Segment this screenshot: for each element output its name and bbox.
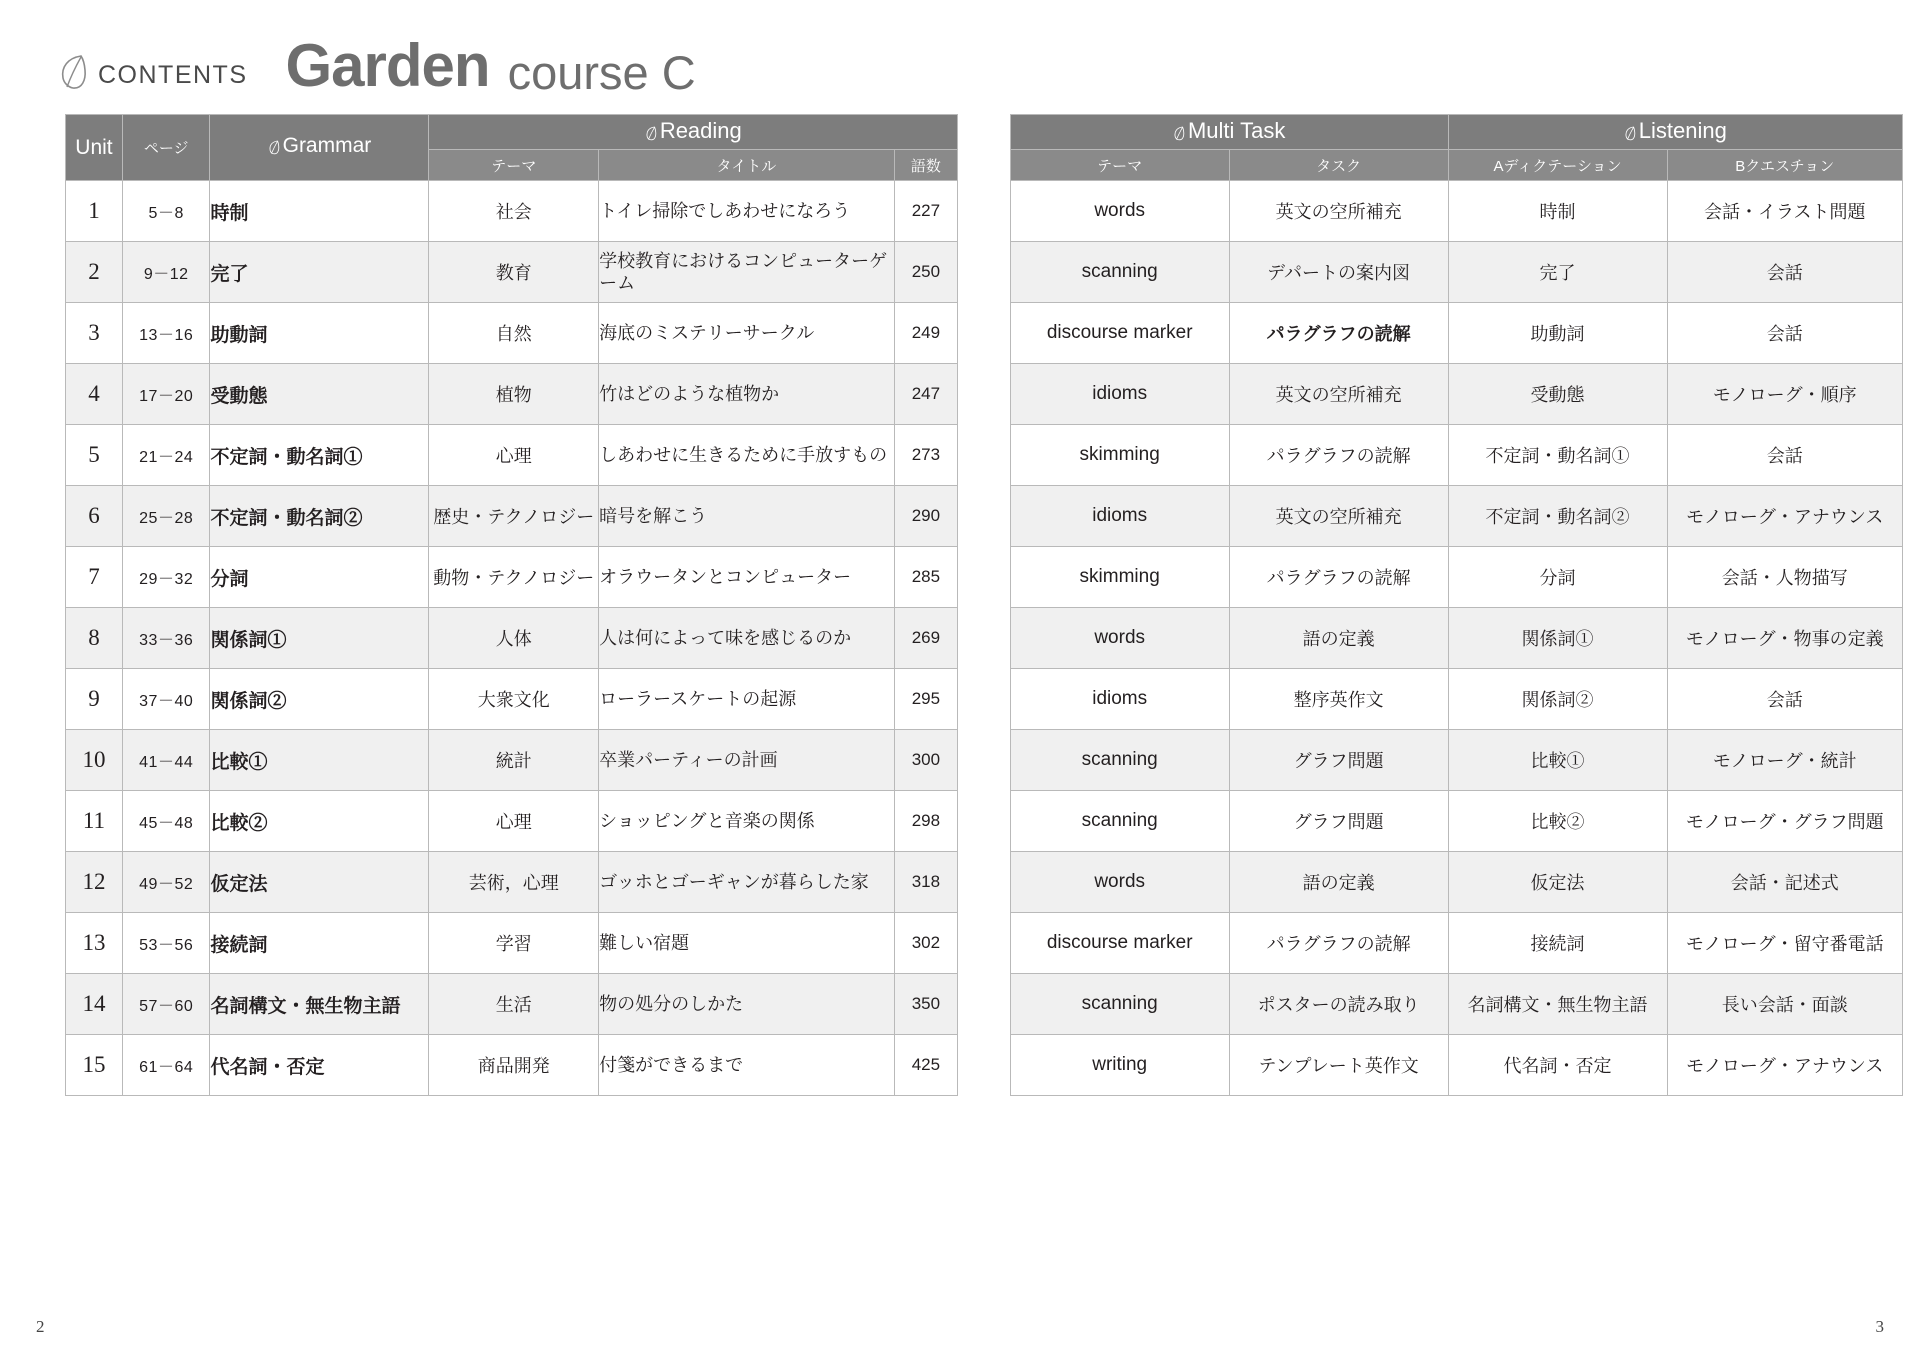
cell-spacer [958, 913, 1011, 974]
table-row [66, 791, 1903, 852]
cell-reading-title: 付箋ができるまで [599, 1035, 895, 1096]
cell-unit: 6 [66, 486, 123, 547]
cell-page: 25－28 [122, 486, 210, 547]
cell-page: 37－40 [122, 669, 210, 730]
cell-spacer [958, 181, 1011, 242]
cell-listening-a: 比較① [1448, 730, 1667, 791]
cell-listening-a: 助動詞 [1448, 303, 1667, 364]
cell-mt-theme: skimming [1010, 547, 1229, 608]
cell-reading-theme: 動物・テクノロジー [429, 547, 599, 608]
cell-page: 53－56 [122, 913, 210, 974]
leaf-icon [268, 137, 280, 161]
cell-unit: 2 [66, 242, 123, 303]
cell-page: 9－12 [122, 242, 210, 303]
col-header-reading-title: タイトル [599, 150, 895, 181]
col-group-multi-task-label: Multi Task [1187, 117, 1286, 143]
cell-listening-b: 会話 [1667, 242, 1902, 303]
cell-grammar: 受動態 [210, 364, 429, 425]
cell-listening-b: モノローグ・アナウンス [1667, 486, 1902, 547]
cell-reading-theme: 芸術，心理 [429, 852, 599, 913]
cell-listening-a: 比較② [1448, 791, 1667, 852]
table-head [66, 115, 1903, 181]
cell-mt-theme: scanning [1010, 730, 1229, 791]
cell-mt-theme: skimming [1010, 425, 1229, 486]
cell-reading-theme: 生活 [429, 974, 599, 1035]
cell-reading-title: オラウータンとコンピューター [599, 547, 895, 608]
cell-grammar: 接続詞 [210, 913, 429, 974]
cell-grammar: 代名詞・否定 [210, 1035, 429, 1096]
cell-mt-theme: words [1010, 608, 1229, 669]
table-row [66, 181, 1903, 242]
cell-reading-theme: 心理 [429, 425, 599, 486]
cell-listening-b: 会話・人物描写 [1667, 547, 1902, 608]
cell-mt-theme: idioms [1010, 669, 1229, 730]
cell-reading-words: 250 [894, 242, 958, 303]
table-row [66, 669, 1903, 730]
cell-page: 29－32 [122, 547, 210, 608]
cell-grammar: 不定詞・動名詞① [210, 425, 429, 486]
leaf-icon [58, 52, 88, 92]
col-header-grammar-label: Grammar [282, 134, 372, 157]
cell-page: 13－16 [122, 303, 210, 364]
col-group-listening [1448, 115, 1902, 150]
cell-reading-title: ショッピングと音楽の関係 [599, 791, 895, 852]
cell-listening-a: 時制 [1448, 181, 1667, 242]
cell-mt-theme: discourse marker [1010, 303, 1229, 364]
cell-reading-theme: 商品開発 [429, 1035, 599, 1096]
cell-mt-task: 英文の空所補充 [1229, 364, 1448, 425]
cell-unit: 3 [66, 303, 123, 364]
cell-listening-a: 分詞 [1448, 547, 1667, 608]
cell-reading-words: 273 [894, 425, 958, 486]
col-header-reading-words: 語数 [894, 150, 958, 181]
table-row [66, 1035, 1903, 1096]
cell-reading-theme: 教育 [429, 242, 599, 303]
col-header-listening-a: Aディクテーション [1448, 150, 1667, 181]
cell-reading-words: 249 [894, 303, 958, 364]
cell-spacer [958, 486, 1011, 547]
cell-spacer [958, 425, 1011, 486]
cell-grammar: 不定詞・動名詞② [210, 486, 429, 547]
cell-reading-theme: 歴史・テクノロジー [429, 486, 599, 547]
table-row [66, 852, 1903, 913]
cell-grammar: 関係詞② [210, 669, 429, 730]
cell-unit: 9 [66, 669, 123, 730]
col-header-unit: Unit [66, 115, 123, 181]
cell-mt-task: パラグラフの読解 [1229, 303, 1448, 364]
table-body [66, 181, 1903, 1096]
cell-reading-title: ローラースケートの起源 [599, 669, 895, 730]
cell-mt-task: 英文の空所補充 [1229, 181, 1448, 242]
cell-reading-theme: 学習 [429, 913, 599, 974]
cell-mt-task: 英文の空所補充 [1229, 486, 1448, 547]
cell-listening-a: 仮定法 [1448, 852, 1667, 913]
cell-listening-a: 受動態 [1448, 364, 1667, 425]
cell-mt-theme: discourse marker [1010, 913, 1229, 974]
table-row [66, 913, 1903, 974]
cell-reading-words: 300 [894, 730, 958, 791]
cell-spacer [958, 242, 1011, 303]
cell-mt-task: ポスターの読み取り [1229, 974, 1448, 1035]
cell-grammar: 仮定法 [210, 852, 429, 913]
cell-unit: 5 [66, 425, 123, 486]
cell-listening-a: 接続詞 [1448, 913, 1667, 974]
table-row [66, 242, 1903, 303]
col-group-multi-task [1010, 115, 1448, 150]
cell-listening-b: モノローグ・統計 [1667, 730, 1902, 791]
cell-listening-b: 会話 [1667, 669, 1902, 730]
cell-unit: 1 [66, 181, 123, 242]
page-subtitle: course C [507, 46, 696, 99]
cell-unit: 7 [66, 547, 123, 608]
table-row [66, 608, 1903, 669]
cell-spacer [958, 303, 1011, 364]
cell-grammar: 比較② [210, 791, 429, 852]
table-row [66, 974, 1903, 1035]
table-row [66, 730, 1903, 791]
cell-mt-task: グラフ問題 [1229, 730, 1448, 791]
cell-listening-b: モノローグ・物事の定義 [1667, 608, 1902, 669]
leaf-icon [645, 121, 657, 147]
cell-grammar: 関係詞① [210, 608, 429, 669]
cell-reading-theme: 自然 [429, 303, 599, 364]
folio-right: 3 [1875, 1317, 1884, 1336]
col-group-listening-label: Listening [1638, 117, 1727, 143]
cell-reading-words: 425 [894, 1035, 958, 1096]
folio-left: 2 [36, 1317, 45, 1336]
cell-page: 21－24 [122, 425, 210, 486]
cell-listening-b: モノローグ・留守番電話 [1667, 913, 1902, 974]
cell-reading-words: 302 [894, 913, 958, 974]
cell-reading-title: 人は何によって味を感じるのか [599, 608, 895, 669]
cell-spacer [958, 1035, 1011, 1096]
cell-spacer [958, 608, 1011, 669]
cell-reading-title: ゴッホとゴーギャンが暮らした家 [599, 852, 895, 913]
table-row [66, 425, 1903, 486]
cell-reading-theme: 人体 [429, 608, 599, 669]
cell-grammar: 比較① [210, 730, 429, 791]
cell-reading-theme: 統計 [429, 730, 599, 791]
cell-reading-words: 247 [894, 364, 958, 425]
cell-reading-words: 295 [894, 669, 958, 730]
cell-listening-a: 関係詞① [1448, 608, 1667, 669]
cell-listening-b: 会話・記述式 [1667, 852, 1902, 913]
cell-reading-words: 285 [894, 547, 958, 608]
cell-reading-theme: 植物 [429, 364, 599, 425]
cell-reading-title: 学校教育におけるコンピューターゲーム [599, 242, 895, 303]
column-spacer [958, 115, 1011, 181]
contents-table [65, 114, 1903, 1096]
cell-reading-theme: 大衆文化 [429, 669, 599, 730]
cell-reading-words: 290 [894, 486, 958, 547]
page-title: Garden [285, 32, 490, 99]
table-row [66, 303, 1903, 364]
cell-unit: 14 [66, 974, 123, 1035]
cell-page: 45－48 [122, 791, 210, 852]
cell-listening-a: 代名詞・否定 [1448, 1035, 1667, 1096]
cell-reading-title: トイレ掃除でしあわせになろう [599, 181, 895, 242]
cell-unit: 8 [66, 608, 123, 669]
table-row [66, 364, 1903, 425]
cell-mt-theme: writing [1010, 1035, 1229, 1096]
cell-reading-words: 350 [894, 974, 958, 1035]
contents-label: CONTENTS [98, 61, 248, 89]
cell-grammar: 助動詞 [210, 303, 429, 364]
cell-reading-words: 298 [894, 791, 958, 852]
cell-reading-title: 物の処分のしかた [599, 974, 895, 1035]
cell-listening-a: 完了 [1448, 242, 1667, 303]
cell-mt-task: テンプレート英作文 [1229, 1035, 1448, 1096]
cell-unit: 12 [66, 852, 123, 913]
col-group-reading [429, 115, 958, 150]
col-header-mt-theme: テーマ [1010, 150, 1229, 181]
cell-spacer [958, 669, 1011, 730]
cell-listening-b: 会話 [1667, 425, 1902, 486]
cell-page: 61－64 [122, 1035, 210, 1096]
table-row [66, 486, 1903, 547]
cell-unit: 10 [66, 730, 123, 791]
cell-mt-theme: idioms [1010, 364, 1229, 425]
col-header-mt-task: タスク [1229, 150, 1448, 181]
cell-mt-theme: words [1010, 181, 1229, 242]
cell-listening-b: 会話・イラスト問題 [1667, 181, 1902, 242]
cell-reading-words: 227 [894, 181, 958, 242]
cell-page: 41－44 [122, 730, 210, 791]
cell-reading-title: 暗号を解こう [599, 486, 895, 547]
cell-mt-theme: words [1010, 852, 1229, 913]
cell-mt-task: グラフ問題 [1229, 791, 1448, 852]
cell-reading-title: 卒業パーティーの計画 [599, 730, 895, 791]
cell-mt-task: パラグラフの読解 [1229, 913, 1448, 974]
cell-page: 57－60 [122, 974, 210, 1035]
cell-unit: 4 [66, 364, 123, 425]
cell-mt-task: 語の定義 [1229, 608, 1448, 669]
cell-listening-b: モノローグ・順序 [1667, 364, 1902, 425]
cell-spacer [958, 852, 1011, 913]
cell-mt-task: 語の定義 [1229, 852, 1448, 913]
cell-mt-theme: idioms [1010, 486, 1229, 547]
cell-grammar: 時制 [210, 181, 429, 242]
cell-page: 49－52 [122, 852, 210, 913]
cell-page: 17－20 [122, 364, 210, 425]
table-row [66, 547, 1903, 608]
col-header-listening-b: Bクエスチョン [1667, 150, 1902, 181]
cell-page: 5－8 [122, 181, 210, 242]
cell-spacer [958, 364, 1011, 425]
col-group-reading-label: Reading [659, 117, 742, 143]
cell-mt-task: パラグラフの読解 [1229, 547, 1448, 608]
cell-reading-words: 269 [894, 608, 958, 669]
cell-spacer [958, 547, 1011, 608]
cell-mt-task: パラグラフの読解 [1229, 425, 1448, 486]
cell-mt-task: デパートの案内図 [1229, 242, 1448, 303]
leaf-icon [1173, 121, 1185, 147]
cell-spacer [958, 791, 1011, 852]
cell-mt-theme: scanning [1010, 791, 1229, 852]
cell-reading-theme: 心理 [429, 791, 599, 852]
col-header-page: ページ [122, 115, 210, 181]
page-header [40, 22, 1880, 99]
cell-reading-words: 318 [894, 852, 958, 913]
cell-mt-theme: scanning [1010, 974, 1229, 1035]
cell-grammar: 名詞構文・無生物主語 [210, 974, 429, 1035]
cell-mt-theme: scanning [1010, 242, 1229, 303]
cell-listening-b: 長い会話・面談 [1667, 974, 1902, 1035]
leaf-icon [1624, 121, 1636, 147]
cell-grammar: 分詞 [210, 547, 429, 608]
cell-listening-a: 関係詞② [1448, 669, 1667, 730]
cell-listening-b: モノローグ・グラフ問題 [1667, 791, 1902, 852]
col-header-grammar [210, 115, 429, 181]
cell-reading-theme: 社会 [429, 181, 599, 242]
cell-listening-a: 名詞構文・無生物主語 [1448, 974, 1667, 1035]
cell-reading-title: 難しい宿題 [599, 913, 895, 974]
cell-listening-a: 不定詞・動名詞② [1448, 486, 1667, 547]
cell-unit: 13 [66, 913, 123, 974]
cell-mt-task: 整序英作文 [1229, 669, 1448, 730]
cell-listening-a: 不定詞・動名詞① [1448, 425, 1667, 486]
cell-reading-title: 海底のミステリーサークル [599, 303, 895, 364]
cell-reading-title: しあわせに生きるために手放すもの [599, 425, 895, 486]
cell-page: 33－36 [122, 608, 210, 669]
cell-unit: 11 [66, 791, 123, 852]
cell-grammar: 完了 [210, 242, 429, 303]
cell-listening-b: モノローグ・アナウンス [1667, 1035, 1902, 1096]
col-header-reading-theme: テーマ [429, 150, 599, 181]
cell-listening-b: 会話 [1667, 303, 1902, 364]
cell-spacer [958, 730, 1011, 791]
cell-reading-title: 竹はどのような植物か [599, 364, 895, 425]
cell-spacer [958, 974, 1011, 1035]
cell-unit: 15 [66, 1035, 123, 1096]
